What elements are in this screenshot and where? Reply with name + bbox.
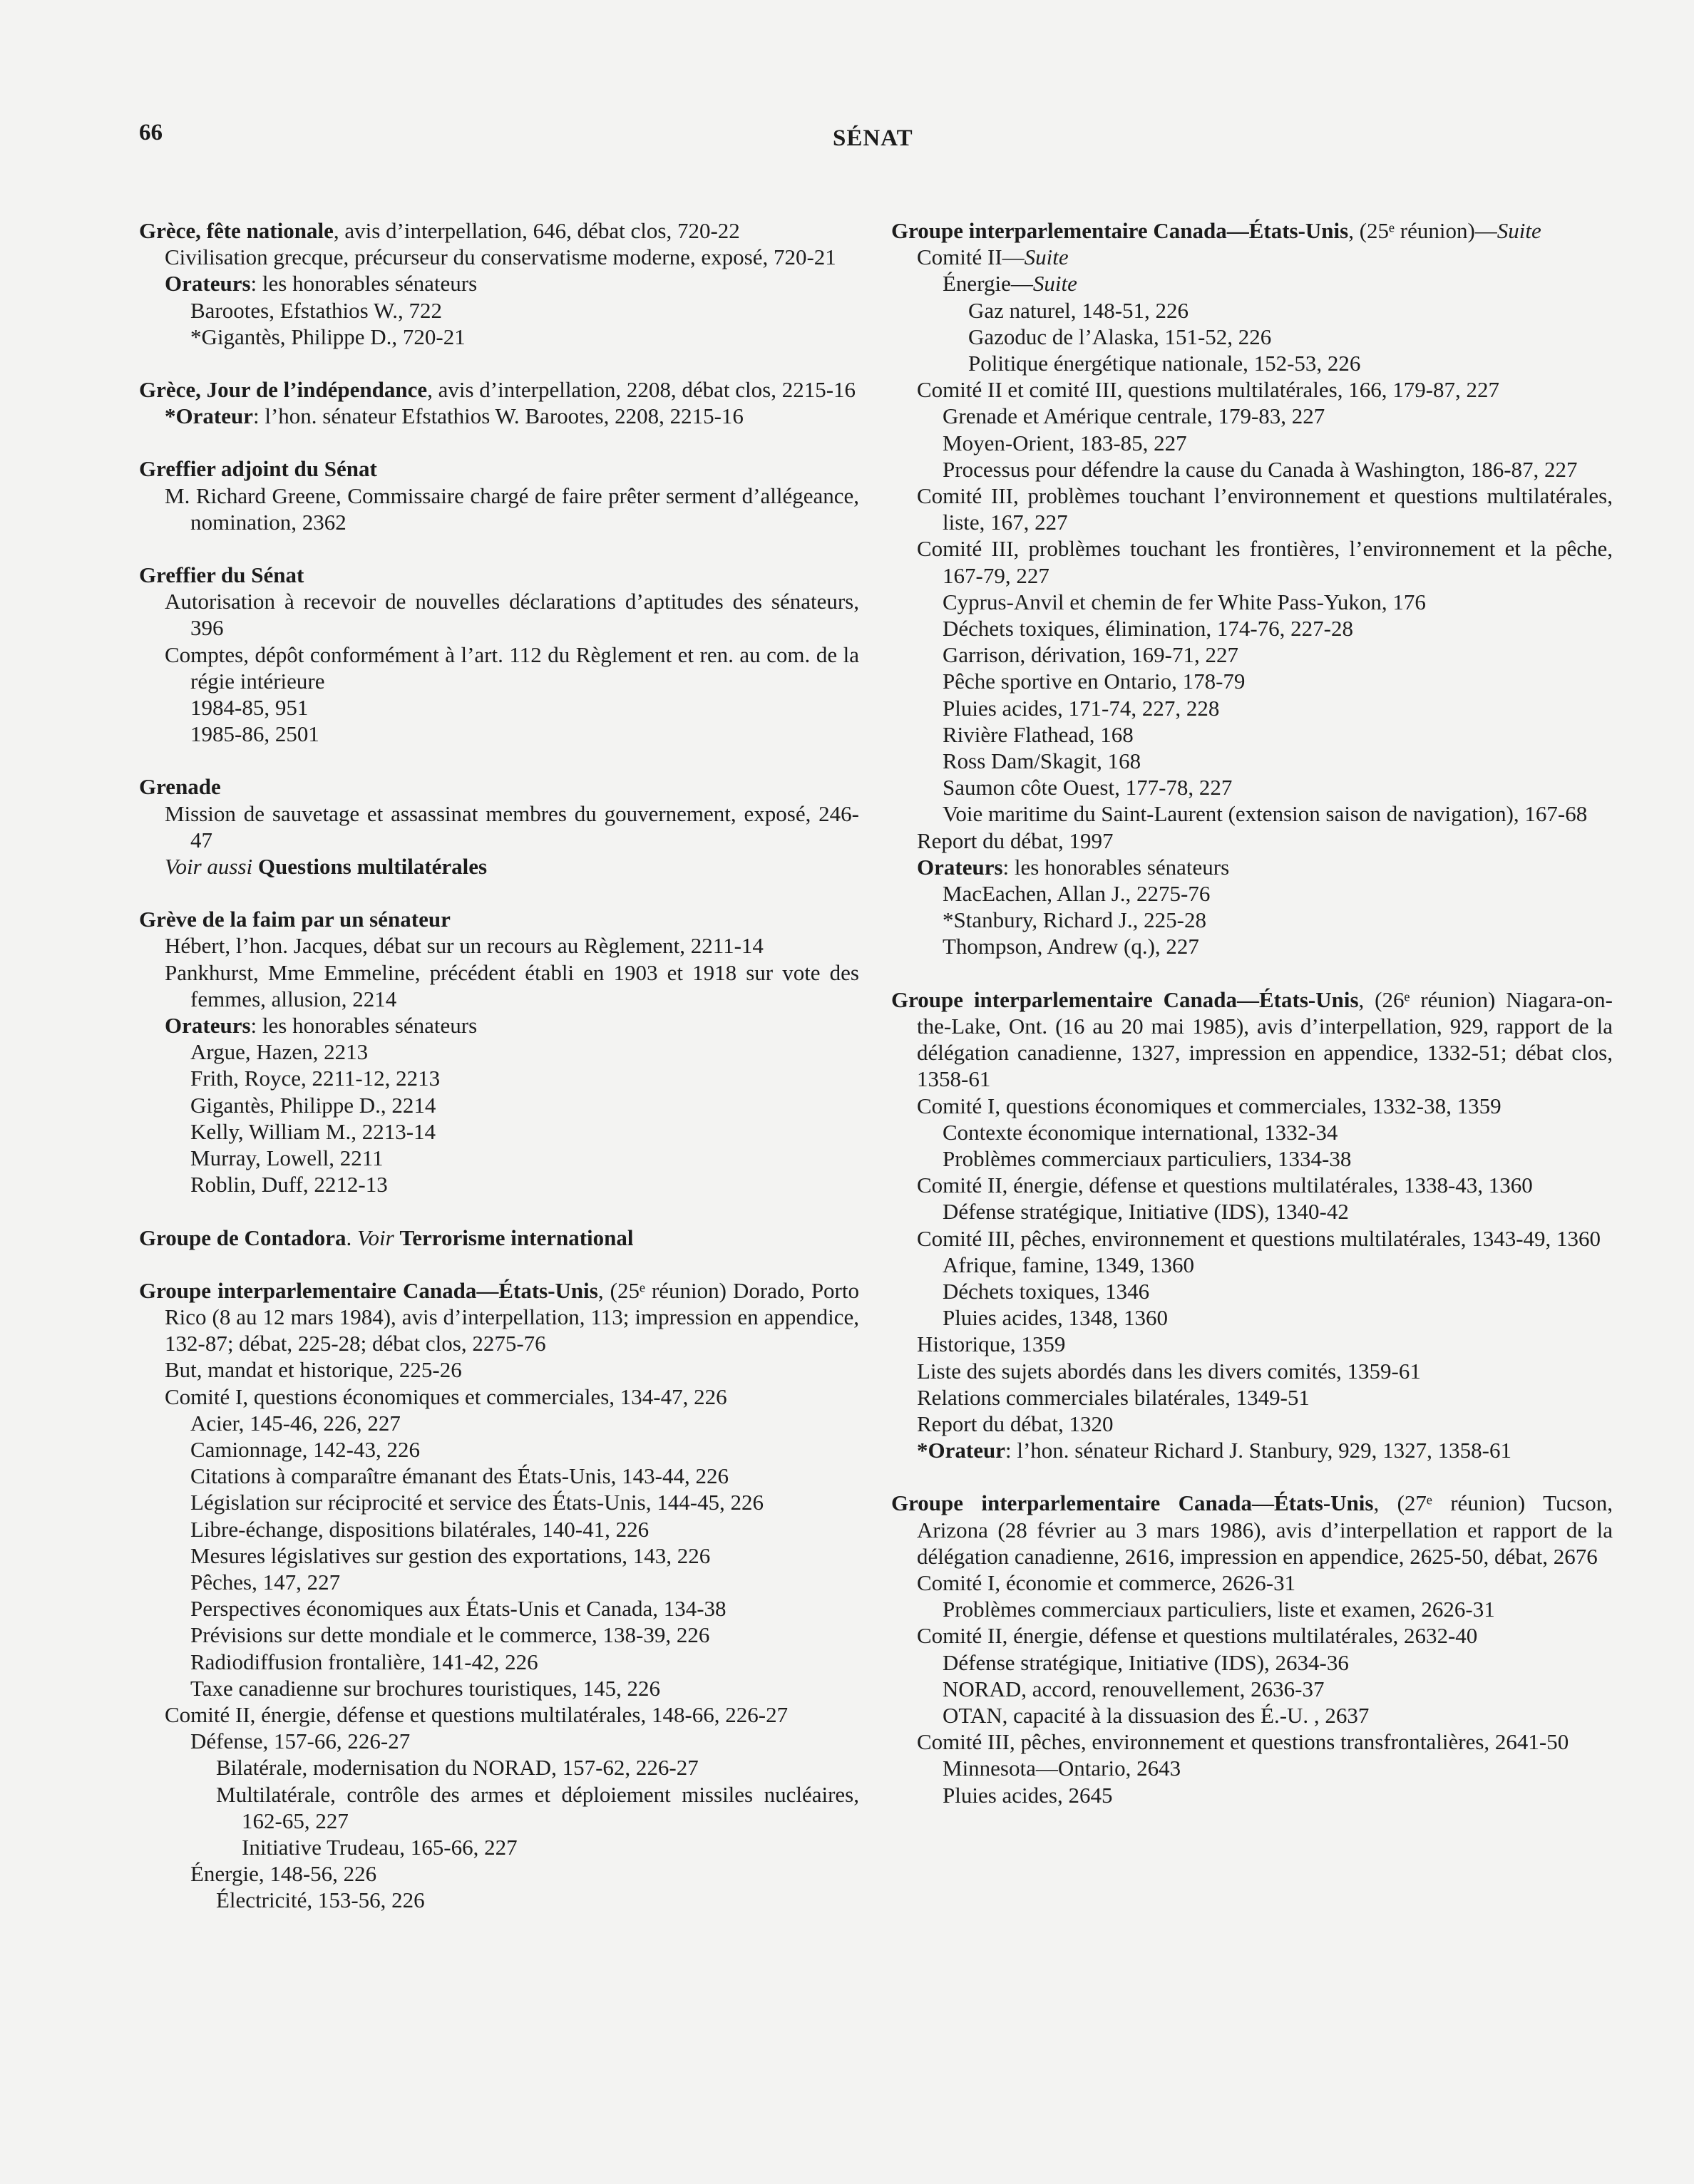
entry-text: Mission de sauvetage et assassinat membres du gouvernement, exposé, 246-47 xyxy=(165,800,859,853)
entry-text: Énergie— xyxy=(943,271,1033,297)
entry-text: Comité III, pêches, environnement et questions multilatérales, 1343-49, 1360 xyxy=(917,1225,1601,1251)
index-subentry xyxy=(891,456,1613,483)
entry-text: Moyen-Orient, 183-85, 227 xyxy=(943,430,1187,455)
index-subentry xyxy=(891,721,1613,748)
index-subentry xyxy=(891,748,1613,774)
index-subentry xyxy=(139,721,859,747)
entry-text: Pankhurst, Mme Emmeline, précédent établi en 1903 et 1918 sur vote des femmes, allusion, 2214 xyxy=(165,959,859,1011)
italic-text: Suite xyxy=(1497,218,1541,243)
entry-text: Afrique, famine, 1349, 1360 xyxy=(943,1252,1194,1277)
index-subentry xyxy=(139,1516,859,1542)
index-subentry xyxy=(891,1676,1613,1702)
entry-text: Pêche sportive en Ontario, 178-79 xyxy=(943,669,1246,694)
index-heading xyxy=(891,987,1613,1093)
entry-text: : l’hon. sénateur Richard J. Stanbury, 929, 1327, 1358-61 xyxy=(1005,1438,1511,1463)
entry-text: *Stanbury, Richard J., 225-28 xyxy=(943,907,1206,933)
index-subentry xyxy=(139,483,859,535)
entry-text: Problèmes commerciaux particuliers, 1334-38 xyxy=(943,1145,1352,1171)
index-subentry xyxy=(891,244,1613,270)
entry-text: Hébert, l’hon. Jacques, débat sur un recours au Règlement, 2211-14 xyxy=(165,933,764,959)
entry-text: Libre-échange, dispositions bilatérales, 140-41, 226 xyxy=(190,1516,650,1542)
index-subentry xyxy=(891,1172,1613,1198)
index-entry xyxy=(139,1225,859,1251)
entry-text: Bilatérale, modernisation du NORAD, 157-62, 226-27 xyxy=(216,1755,699,1781)
entry-text: Pluies acides, 171-74, 227, 228 xyxy=(943,695,1220,721)
index-entry xyxy=(139,562,859,747)
entry-text: Énergie, 148-56, 226 xyxy=(190,1861,377,1887)
index-subentry xyxy=(891,1278,1613,1304)
index-subentry xyxy=(891,642,1613,668)
index-subentry xyxy=(139,1463,859,1489)
index-subentry xyxy=(891,615,1613,642)
entry-text: OTAN, capacité à la dissuasion des É.-U. , 2637 xyxy=(943,1702,1370,1728)
index-heading xyxy=(891,217,1613,244)
entry-text: Défense, 157-66, 226-27 xyxy=(190,1729,411,1754)
index-subentry xyxy=(891,1570,1613,1596)
entry-text xyxy=(252,854,258,879)
entry-text: Minnesota—Ontario, 2643 xyxy=(943,1756,1181,1781)
index-subentry xyxy=(139,403,859,429)
index-subentry xyxy=(891,1093,1613,1119)
index-subentry xyxy=(891,297,1613,324)
entry-text: Initiative Trudeau, 165-66, 227 xyxy=(242,1834,518,1860)
entry-text: Comité II— xyxy=(917,244,1025,270)
entry-text: Pluies acides, 2645 xyxy=(943,1782,1113,1808)
entry-text: Gazoduc de l’Alaska, 151-52, 226 xyxy=(968,324,1272,349)
entry-text: : les honorables sénateurs xyxy=(1002,854,1230,880)
bold-text: Greffier du Sénat xyxy=(139,562,304,588)
entry-text: But, mandat et historique, 225-26 xyxy=(165,1357,462,1383)
index-subentry xyxy=(139,1595,859,1622)
entry-text: Perspectives économiques aux États-Unis et Canada, 134-38 xyxy=(190,1596,727,1622)
index-subentry xyxy=(891,854,1613,880)
index-subentry xyxy=(891,430,1613,456)
entry-text: Taxe canadienne sur brochures touristiques, 145, 226 xyxy=(190,1675,660,1701)
index-subentry xyxy=(891,324,1613,350)
entry-text: Comité III, problèmes touchant l’environnement et questions multilatérales, liste, 167, 227 xyxy=(917,483,1613,535)
entry-text: Acier, 145-46, 226, 227 xyxy=(190,1410,401,1436)
entry-text: : les honorables sénateurs xyxy=(250,271,478,297)
index-subentry xyxy=(139,1356,859,1383)
entry-text: Comité II, énergie, défense et questions multilatérales, 148-66, 226-27 xyxy=(165,1701,789,1727)
entry-text: Frith, Royce, 2211-12, 2213 xyxy=(190,1066,441,1091)
entry-text: Comité I, économie et commerce, 2626-31 xyxy=(917,1570,1296,1595)
index-subentry xyxy=(139,1436,859,1463)
entry-text: , (26ᵉ réunion) Niagara-on-the-Lake, Ont. (16 au 20 mai 1985), avis d’interpellation, 929, rapport de la délégation canadienne, 1327, impression en appendice, 1332-51; débat clos, 1358-61 xyxy=(917,987,1613,1092)
entry-text: Comité II et comité III, questions multilatérales, 166, 179-87, 227 xyxy=(917,377,1500,403)
index-subentry xyxy=(891,695,1613,721)
entry-text: , (25ᵉ réunion) Dorado, Porto Rico (8 au 12 mars 1984), avis d’interpellation, 113; impression en appendice, 132-87; débat, 225-28; débat clos, 2275-76 xyxy=(165,1277,859,1356)
index-subentry xyxy=(139,1728,859,1754)
bold-text: Groupe interparlementaire Canada—États-Unis xyxy=(891,218,1349,243)
bold-text: Groupe interparlementaire Canada—États-Unis xyxy=(139,1277,598,1303)
bold-text: Grenade xyxy=(139,774,221,800)
bold-text: Groupe de Contadora xyxy=(139,1225,346,1250)
index-subentry xyxy=(891,1331,1613,1357)
entry-text: Multilatérale, contrôle des armes et déploiement missiles nucléaires, 162-65, 227 xyxy=(216,1781,859,1833)
index-subentry xyxy=(139,1860,859,1887)
index-subentry xyxy=(891,1145,1613,1172)
entry-text: M. Richard Greene, Commissaire chargé de faire prêter serment d’allégeance, nomination, 2362 xyxy=(165,483,859,535)
entry-text: Politique énergétique nationale, 152-53, 226 xyxy=(968,351,1361,376)
italic-text: Voir xyxy=(357,1225,394,1250)
index-subentry xyxy=(139,1569,859,1595)
entry-text: Législation sur réciprocité et service des États-Unis, 144-45, 226 xyxy=(190,1490,764,1515)
entry-text: Prévisions sur dette mondiale et le commerce, 138-39, 226 xyxy=(190,1622,710,1648)
index-subentry xyxy=(891,1702,1613,1729)
bold-text: Questions multilatérales xyxy=(257,854,488,880)
index-subentry xyxy=(139,1092,859,1118)
entry-text: Défense stratégique, Initiative (IDS), 1340-42 xyxy=(943,1199,1349,1225)
index-heading xyxy=(891,1490,1613,1570)
index-subentry xyxy=(891,1384,1613,1411)
entry-text: Contexte économique international, 1332-34 xyxy=(943,1119,1338,1145)
entry-text: Gigantès, Philippe D., 2214 xyxy=(190,1092,436,1118)
index-subentry xyxy=(139,1754,859,1781)
index-subentry xyxy=(139,642,859,694)
index-subentry xyxy=(139,1649,859,1675)
entry-text: Liste des sujets abordés dans les divers comités, 1359-61 xyxy=(917,1358,1421,1384)
index-subentry xyxy=(139,800,859,853)
entry-text: Citations à comparaître émanant des États-Unis, 143-44, 226 xyxy=(190,1463,729,1489)
entry-text: Déchets toxiques, élimination, 174-76, 227-28 xyxy=(943,616,1353,642)
entry-text: Murray, Lowell, 2211 xyxy=(190,1145,384,1171)
index-subentry xyxy=(891,270,1613,297)
index-subentry xyxy=(891,880,1613,907)
entry-text: , avis d’interpellation, 2208, débat clos, 2215-16 xyxy=(427,377,856,403)
entry-text: Problèmes commerciaux particuliers, liste et examen, 2626-31 xyxy=(943,1597,1495,1622)
entry-text: Saumon côte Ouest, 177-78, 227 xyxy=(943,775,1233,800)
index-subentry xyxy=(891,376,1613,403)
entry-text: Civilisation grecque, précurseur du conservatisme moderne, exposé, 720-21 xyxy=(165,244,836,270)
entry-text: Défense stratégique, Initiative (IDS), 2634-36 xyxy=(943,1649,1349,1675)
entry-text: Camionnage, 142-43, 226 xyxy=(190,1436,421,1462)
entry-text: Gaz naturel, 148-51, 226 xyxy=(968,297,1189,323)
italic-text: Voir aussi xyxy=(165,854,253,880)
entry-text: Rivière Flathead, 168 xyxy=(943,721,1134,747)
index-subentry xyxy=(139,297,859,324)
index-entry xyxy=(891,987,1613,1464)
entry-text: Kelly, William M., 2213-14 xyxy=(190,1118,436,1144)
bold-text: Orateurs xyxy=(165,1013,251,1039)
index-subentry xyxy=(891,800,1613,827)
index-subentry xyxy=(891,1225,1613,1252)
entry-text: 1984-85, 951 xyxy=(190,695,309,721)
index-subentry xyxy=(891,1782,1613,1808)
entry-text: : l’hon. sénateur Efstathios W. Barootes, 2208, 2215-16 xyxy=(252,403,744,429)
italic-text: Suite xyxy=(1024,244,1069,270)
index-subentry xyxy=(139,1781,859,1834)
index-subentry xyxy=(891,1411,1613,1437)
entry-text: Processus pour défendre la cause du Canada à Washington, 186-87, 227 xyxy=(943,456,1578,482)
index-subentry xyxy=(139,1065,859,1091)
bold-text: Groupe interparlementaire Canada—États-Unis xyxy=(891,1490,1374,1516)
index-heading xyxy=(139,217,859,244)
index-subentry xyxy=(139,1834,859,1860)
bold-text: Terrorisme international xyxy=(399,1225,634,1250)
index-heading xyxy=(139,1225,859,1251)
index-entry xyxy=(139,376,859,429)
index-heading xyxy=(139,773,859,800)
entry-text: Mesures législatives sur gestion des exportations, 143, 226 xyxy=(190,1542,711,1568)
entry-text: Comité II, énergie, défense et questions multilatérales, 2632-40 xyxy=(917,1623,1478,1649)
entry-text: Déchets toxiques, 1346 xyxy=(943,1278,1150,1304)
bold-text: *Orateur xyxy=(165,403,253,429)
entry-text: Historique, 1359 xyxy=(917,1331,1066,1357)
entry-text: Thompson, Andrew (q.), 227 xyxy=(943,934,1199,959)
index-entry xyxy=(139,1277,859,1914)
entry-text: Autorisation à recevoir de nouvelles déclarations d’aptitudes des sénateurs, 396 xyxy=(165,589,859,641)
bold-text: Grèce, Jour de l’indépendance xyxy=(139,377,428,403)
index-subentry xyxy=(891,1252,1613,1278)
entry-text: Barootes, Efstathios W., 722 xyxy=(190,297,443,323)
index-heading xyxy=(139,906,859,932)
index-subentry xyxy=(139,1675,859,1701)
index-subentry xyxy=(139,694,859,721)
index-entry xyxy=(891,217,1613,960)
bold-text: Groupe interparlementaire Canada—États-Unis xyxy=(891,987,1359,1012)
entry-text: : les honorables sénateurs xyxy=(250,1013,478,1039)
index-heading xyxy=(139,562,859,588)
index-entry xyxy=(891,1490,1613,1808)
index-subentry xyxy=(891,535,1613,588)
entry-text: Report du débat, 1997 xyxy=(917,828,1114,853)
index-entry xyxy=(139,906,859,1197)
entry-text: Ross Dam/Skagit, 168 xyxy=(943,748,1141,774)
index-subentry xyxy=(139,1039,859,1065)
entry-text: Cyprus-Anvil et chemin de fer White Pass-Yukon, 176 xyxy=(943,589,1426,614)
entry-text: Comité II, énergie, défense et questions multilatérales, 1338-43, 1360 xyxy=(917,1173,1533,1198)
index-subentry xyxy=(139,1489,859,1515)
entry-text: , (25ᵉ réunion)— xyxy=(1348,218,1497,243)
index-heading xyxy=(139,455,859,482)
index-subentry xyxy=(139,1622,859,1648)
index-entry xyxy=(139,773,859,880)
entry-text: Report du débat, 1320 xyxy=(917,1411,1114,1436)
bold-text: Grève de la faim par un sénateur xyxy=(139,907,451,932)
bold-text: Orateurs xyxy=(917,854,1003,880)
index-subentry xyxy=(891,1198,1613,1225)
entry-text: Comité III, pêches, environnement et questions transfrontalières, 2641-50 xyxy=(917,1729,1569,1755)
index-subentry xyxy=(139,588,859,641)
index-subentry xyxy=(891,1358,1613,1384)
index-column-right xyxy=(891,217,1613,1835)
index-subentry xyxy=(139,1887,859,1913)
page-number: 66 xyxy=(139,120,163,145)
index-subentry xyxy=(139,1542,859,1569)
running-title: SÉNAT xyxy=(833,125,913,151)
index-subentry xyxy=(139,270,859,297)
index-subentry xyxy=(139,1701,859,1728)
index-entry xyxy=(139,455,859,535)
index-subentry xyxy=(891,907,1613,933)
index-subentry xyxy=(891,1755,1613,1781)
index-heading xyxy=(139,376,859,403)
entry-text: Électricité, 153-56, 226 xyxy=(216,1887,425,1913)
index-subentry xyxy=(891,1729,1613,1755)
entry-text: Comptes, dépôt conformément à l’art. 112 du Règlement et ren. au com. de la régie intérieure xyxy=(165,642,859,694)
entry-text: Voie maritime du Saint-Laurent (extension saison de navigation), 167-68 xyxy=(943,801,1588,827)
index-subentry xyxy=(139,1012,859,1039)
entry-text: MacEachen, Allan J., 2275-76 xyxy=(943,881,1211,907)
bold-text: Greffier adjoint du Sénat xyxy=(139,456,377,482)
index-subentry xyxy=(891,589,1613,615)
index-subentry xyxy=(891,933,1613,959)
entry-text: Grenade et Amérique centrale, 179-83, 227 xyxy=(943,403,1325,429)
entry-text: Pêches, 147, 227 xyxy=(190,1569,341,1595)
index-subentry xyxy=(139,853,859,880)
index-subentry xyxy=(891,828,1613,854)
index-subentry xyxy=(891,1596,1613,1622)
index-subentry xyxy=(139,1410,859,1436)
entry-text: Comité I, questions économiques et commerciales, 1332-38, 1359 xyxy=(917,1093,1502,1118)
bold-text: Orateurs xyxy=(165,271,251,297)
index-subentry xyxy=(139,1145,859,1171)
index-subentry xyxy=(139,932,859,959)
index-subentry xyxy=(891,403,1613,429)
entry-text: . xyxy=(346,1225,358,1250)
index-subentry xyxy=(891,1437,1613,1463)
entry-text: , (27ᵉ réunion) Tucson, Arizona (28 février au 3 mars 1986), avis d’interpellation et rapport de la délégation canadienne, 2616, impression en appendice, 2625-50, débat, 2676 xyxy=(917,1490,1613,1569)
index-subentry xyxy=(891,668,1613,694)
italic-text: Suite xyxy=(1032,271,1077,297)
entry-text: *Gigantès, Philippe D., 720-21 xyxy=(190,324,466,349)
index-column-left xyxy=(139,217,859,1940)
index-subentry xyxy=(139,324,859,350)
index-subentry xyxy=(891,1304,1613,1331)
entry-text: Pluies acides, 1348, 1360 xyxy=(943,1305,1168,1331)
entry-text: Relations commerciales bilatérales, 1349-51 xyxy=(917,1384,1310,1410)
index-subentry xyxy=(891,1622,1613,1649)
index-subentry xyxy=(139,1384,859,1410)
index-subentry xyxy=(139,1118,859,1145)
index-subentry xyxy=(891,1119,1613,1145)
entry-text: , avis d’interpellation, 646, débat clos, 720-22 xyxy=(333,218,740,243)
entry-text: Argue, Hazen, 2213 xyxy=(190,1039,369,1065)
entry-text: Comité III, problèmes touchant les frontières, l’environnement et la pêche, 167-79, 227 xyxy=(917,536,1613,588)
bold-text: *Orateur xyxy=(917,1438,1005,1463)
index-subentry xyxy=(139,1171,859,1197)
index-subentry xyxy=(891,483,1613,535)
index-subentry xyxy=(139,244,859,270)
entry-text: NORAD, accord, renouvellement, 2636-37 xyxy=(943,1676,1325,1701)
entry-text: Roblin, Duff, 2212-13 xyxy=(190,1172,388,1197)
index-entry xyxy=(139,217,859,350)
entry-text: Garrison, dérivation, 169-71, 227 xyxy=(943,642,1238,668)
index-heading xyxy=(139,1277,859,1357)
entry-text: 1985-86, 2501 xyxy=(190,721,319,747)
index-subentry xyxy=(891,1649,1613,1676)
index-subentry xyxy=(139,959,859,1012)
index-subentry xyxy=(891,350,1613,376)
entry-text: Radiodiffusion frontalière, 141-42, 226 xyxy=(190,1649,538,1674)
entry-text: Comité I, questions économiques et commerciales, 134-47, 226 xyxy=(165,1384,727,1409)
index-subentry xyxy=(891,774,1613,800)
bold-text: Grèce, fête nationale xyxy=(139,218,334,243)
